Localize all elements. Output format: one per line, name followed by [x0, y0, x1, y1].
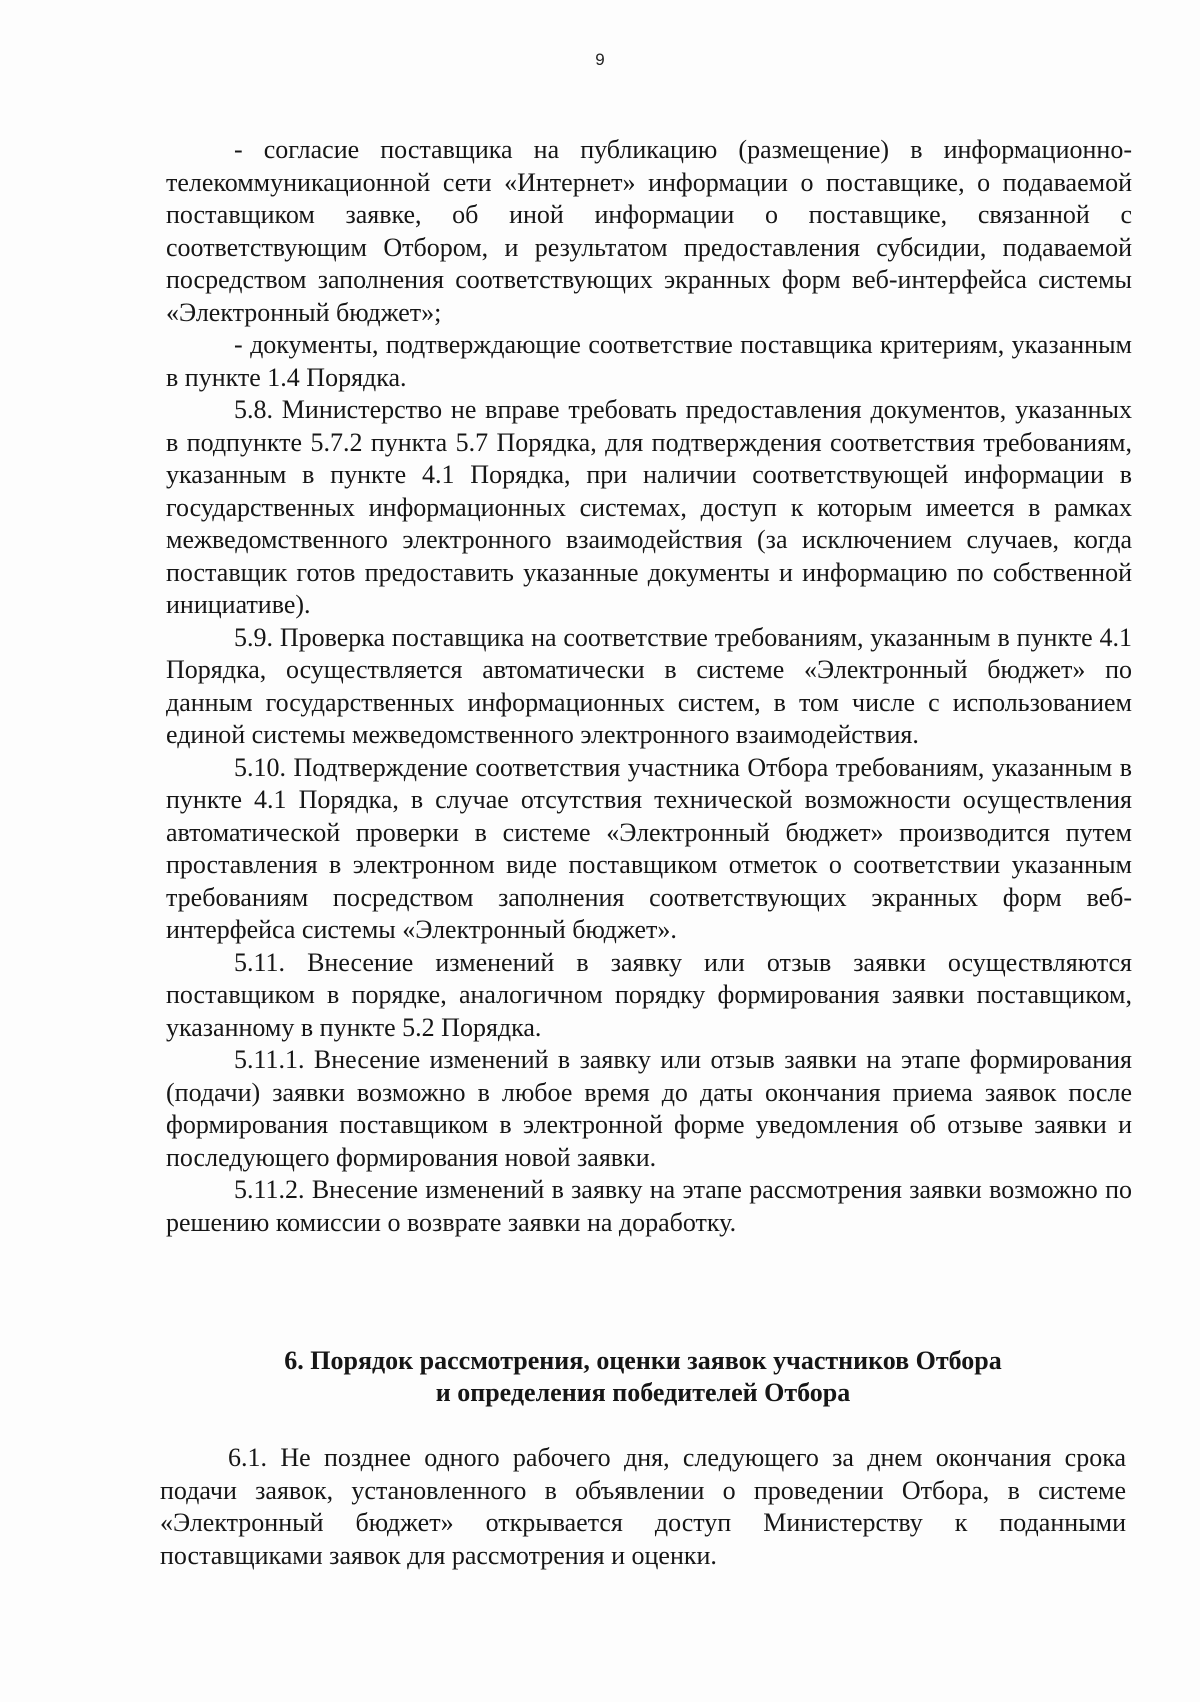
paragraph-5-11-1: 5.11.1. Внесение изменений в заявку или отзыв заявки на этапе формирования (подачи) заявки возможно в любое время до даты окончания приема заявок после формирования поставщиком в электронной форме уведомления об отзыве заявки и последующего формирования новой заявки.	[166, 1045, 1132, 1172]
section-body	[160, 1442, 1126, 1572]
paragraph-5-10: 5.10. Подтверждение соответствия участника Отбора требованиям, указанным в пункте 4.1 Порядка, в случае отсутствия технической возможности осуществления автоматической проверки в системе «Электронный бюджет» производится путем проставления в электронном виде поставщиком отметок о соответствии указанным требованиям посредством заполнения соответствующих экранных форм веб-интерфейса системы «Электронный бюджет».	[166, 752, 1132, 944]
section-heading-line-2: и определения победителей Отбора	[435, 1378, 851, 1407]
section-heading	[160, 1345, 1126, 1409]
page-number: 9	[595, 50, 605, 69]
paragraph-5-11: 5.11. Внесение изменений в заявку или отзыв заявки осуществляются поставщиком в порядке, аналогичном порядку формирования заявки поставщиком, указанному в пункте 5.2 Порядка.	[166, 947, 1132, 1042]
body-text	[166, 134, 1132, 1239]
paragraph-5-11-2: 5.11.2. Внесение изменений в заявку на этапе рассмотрения заявки возможно по решению комиссии о возврате заявки на доработку.	[166, 1175, 1132, 1237]
paragraph-6-1: 6.1. Не позднее одного рабочего дня, следующего за днем окончания срока подачи заявок, установленного в объявлении о проведении Отбора, в системе «Электронный бюджет» открывается доступ Министерству к поданными поставщиками заявок для рассмотрения и оценки.	[160, 1443, 1126, 1570]
paragraph-consent: - согласие поставщика на публикацию (размещение) в информационно-телекоммуникационной сети «Интернет» информации о поставщике, о подаваемой поставщиком заявке, об иной информации о поставщике, связанной с соответствующим Отбором, и результатом предоставления субсидии, подаваемой посредством заполнения соответствующих экранных форм веб-интерфейса системы «Электронный бюджет»;	[166, 135, 1132, 327]
paragraph-5-8: 5.8. Министерство не вправе требовать предоставления документов, указанных в подпункте 5.7.2 пункта 5.7 Порядка, для подтверждения соответствия требованиям, указанным в пункте 4.1 Порядка, при наличии соответствующей информации в государственных информационных системах, доступ к которым имеется в рамках межведомственного электронного взаимодействия (за исключением случаев, когда поставщик готов предоставить указанные документы и информацию по собственной инициативе).	[166, 395, 1132, 619]
paragraph-documents: - документы, подтверждающие соответствие поставщика критериям, указанным в пункте 1.4 Порядка.	[166, 330, 1132, 392]
section-heading-line-1: 6. Порядок рассмотрения, оценки заявок участников Отбора	[284, 1346, 1002, 1375]
paragraph-5-9: 5.9. Проверка поставщика на соответствие требованиям, указанным в пункте 4.1 Порядка, осуществляется автоматически в системе «Электронный бюджет» по данным государственных информационных систем, в том числе с использованием единой системы межведомственного электронного взаимодействия.	[166, 622, 1132, 749]
